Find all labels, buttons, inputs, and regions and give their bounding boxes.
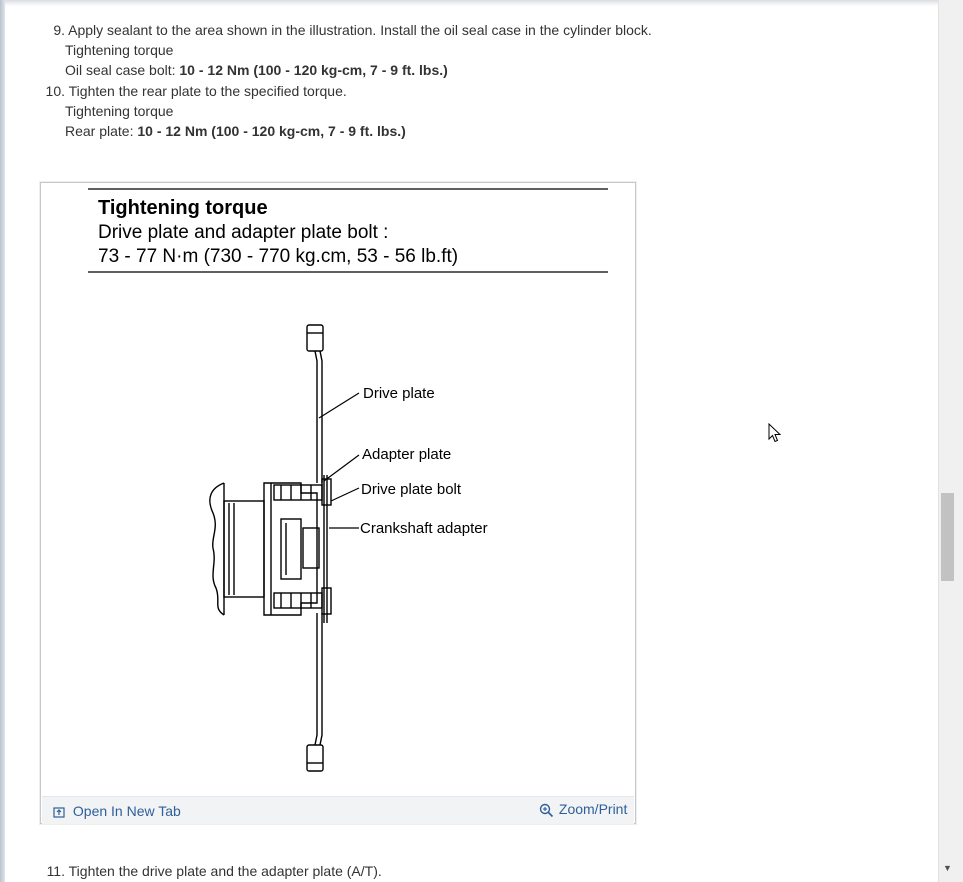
figure-spec-line-2: 73 - 77 N·m (730 - 770 kg.cm, 53 - 56 lb.ft) (98, 246, 459, 267)
step-9-text: Apply sealant to the area shown in the illustration. Install the oil seal case in the cylinder block. (68, 22, 652, 38)
scrollbar-thumb[interactable] (941, 493, 954, 581)
drive-plate-diagram (41, 183, 635, 795)
figure-footer (42, 796, 634, 824)
zoom-print-link[interactable] (539, 800, 627, 818)
step-10-spec-label: Rear plate: (65, 123, 138, 139)
step-9-torque-heading: Tightening torque (65, 42, 174, 58)
scroll-down-arrow-icon[interactable]: ▼ (943, 863, 952, 873)
step-10-number: 10. (45, 83, 65, 99)
figure-title: Tightening torque (98, 197, 268, 219)
mouse-cursor-icon (768, 423, 782, 443)
step-11-text: Tighten the drive plate and the adapter plate (A/T). (68, 863, 382, 879)
crankshaft-flange-cut (210, 483, 224, 615)
step-10-text: Tighten the rear plate to the specified torque. (68, 83, 347, 99)
step-9-line (51, 20, 652, 40)
step-9-number: 9. (53, 22, 65, 38)
callout-leaders (319, 393, 359, 528)
open-in-new-tab-label: Open In New Tab (72, 803, 181, 819)
step-10-torque-heading: Tightening torque (65, 103, 174, 119)
step-11-number: 11. (46, 863, 65, 879)
top-shadow (5, 0, 938, 6)
drive-plate-top-rim (307, 325, 323, 351)
step-10-line (45, 81, 347, 101)
step-11-line (46, 861, 382, 881)
vertical-scrollbar[interactable] (938, 0, 963, 882)
content-page (5, 0, 938, 882)
callout-drive-plate: Drive plate (363, 385, 435, 402)
open-new-tab-icon (53, 806, 65, 818)
figure-spec-line-1: Drive plate and adapter plate bolt : (98, 222, 389, 243)
open-in-new-tab-link[interactable] (53, 802, 181, 820)
step-9-spec (65, 60, 448, 80)
zoom-print-label: Zoom/Print (558, 801, 628, 817)
illustration-figure (40, 182, 636, 824)
drive-plate-assembly (210, 325, 331, 771)
step-10-spec (65, 121, 406, 141)
step-10-spec-value: 10 - 12 Nm (100 - 120 kg-cm, 7 - 9 ft. lbs.) (137, 123, 406, 139)
drive-plate-bottom-rim (307, 745, 323, 771)
callout-drive-plate-bolt: Drive plate bolt (361, 481, 462, 498)
step-9-spec-label: Oil seal case bolt: (65, 62, 180, 78)
callout-adapter-plate: Adapter plate (362, 446, 452, 463)
step-9-spec-value: 10 - 12 Nm (100 - 120 kg-cm, 7 - 9 ft. lbs.) (179, 62, 448, 78)
zoom-icon (539, 803, 554, 818)
callout-crankshaft-adapter: Crankshaft adapter (360, 520, 488, 537)
